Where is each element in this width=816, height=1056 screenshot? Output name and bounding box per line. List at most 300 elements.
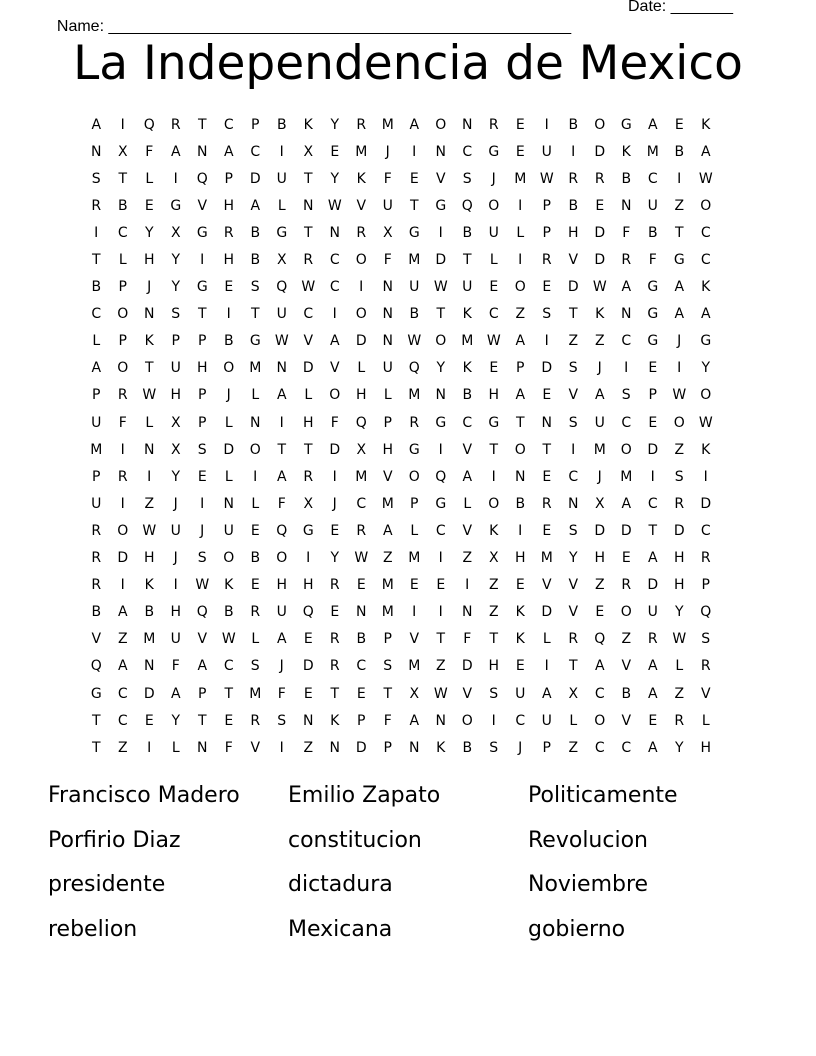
grid-letter: N <box>250 414 261 431</box>
grid-letter: R <box>488 116 499 133</box>
grid-letter: I <box>94 224 99 241</box>
grid-letter: G <box>302 522 314 539</box>
grid-letter: M <box>461 333 474 350</box>
grid-letter: E <box>330 604 340 621</box>
grid-letter: X <box>409 685 420 702</box>
grid-letter: V <box>621 712 632 729</box>
grid-letter: P <box>118 279 127 296</box>
grid-letter: S <box>542 306 552 323</box>
grid-letter: Z <box>117 631 128 648</box>
grid-letter: L <box>542 631 551 648</box>
grid-letter: Y <box>171 252 181 269</box>
word-bank-item: presidente <box>48 872 166 897</box>
grid-letter: J <box>491 170 496 187</box>
grid-letter: K <box>489 522 499 539</box>
grid-letter: R <box>117 468 128 485</box>
grid-letter: T <box>436 306 446 323</box>
grid-letter: Q <box>90 658 102 675</box>
grid-letter: U <box>541 712 552 729</box>
grid-letter: T <box>303 224 313 241</box>
grid-letter: O <box>461 712 473 729</box>
grid-letter: W <box>274 333 289 350</box>
grid-letter: C <box>621 414 632 431</box>
grid-letter: K <box>595 306 605 323</box>
grid-letter: H <box>673 577 685 594</box>
grid-letter: T <box>568 658 578 675</box>
grid-letter: L <box>675 658 684 675</box>
grid-letter: B <box>117 197 128 214</box>
grid-letter: U <box>276 604 287 621</box>
grid-letter: H <box>514 550 526 567</box>
grid-letter: C <box>356 495 367 512</box>
grid-letter: G <box>673 252 685 269</box>
grid-letter: Q <box>196 170 208 187</box>
grid-letter: H <box>302 577 314 594</box>
grid-letter: R <box>91 550 102 567</box>
grid-letter: I <box>571 441 576 458</box>
grid-letter: C <box>303 306 314 323</box>
grid-letter: I <box>544 658 549 675</box>
grid-letter: I <box>438 441 443 458</box>
grid-letter: R <box>356 116 367 133</box>
word-bank-item: gobierno <box>528 916 626 942</box>
grid-letter: G <box>435 414 447 431</box>
grid-letter: I <box>518 522 523 539</box>
grid-letter: T <box>515 414 525 431</box>
grid-letter: D <box>355 333 367 350</box>
grid-letter: F <box>648 252 657 269</box>
grid-letter: L <box>304 387 313 404</box>
grid-letter: E <box>674 116 684 133</box>
grid-letter: G <box>276 224 288 241</box>
grid-letter: C <box>647 170 658 187</box>
grid-letter: F <box>277 685 286 702</box>
grid-letter: Y <box>171 468 181 485</box>
grid-letter: T <box>197 116 207 133</box>
grid-letter: S <box>674 468 684 485</box>
grid-letter: A <box>647 685 658 702</box>
grid-letter: X <box>170 414 181 431</box>
grid-letter: H <box>196 360 208 377</box>
grid-letter: Y <box>568 550 578 567</box>
grid-letter: J <box>200 522 205 539</box>
grid-letter: Q <box>594 631 606 648</box>
grid-letter: U <box>170 631 181 648</box>
grid-letter: R <box>329 577 340 594</box>
grid-letter: C <box>356 658 367 675</box>
grid-letter: E <box>409 170 419 187</box>
grid-letter: U <box>515 685 526 702</box>
grid-letter: J <box>279 658 284 675</box>
grid-letter: R <box>674 712 685 729</box>
grid-letter: F <box>622 224 631 241</box>
grid-letter: I <box>120 441 125 458</box>
grid-letter: Z <box>382 550 393 567</box>
grid-letter: D <box>541 360 553 377</box>
grid-letter: W <box>142 522 157 539</box>
grid-letter: T <box>91 712 101 729</box>
grid-letter: T <box>250 306 260 323</box>
grid-letter: W <box>592 279 607 296</box>
grid-letter: S <box>568 414 578 431</box>
grid-letter: O <box>488 197 500 214</box>
grid-letter: P <box>542 197 551 214</box>
grid-letter: A <box>621 495 632 512</box>
grid-letter: U <box>647 197 658 214</box>
grid-letter: M <box>408 550 421 567</box>
grid-letter: V <box>435 170 446 187</box>
grid-letter: L <box>410 522 419 539</box>
grid-letter: B <box>91 279 102 296</box>
grid-letter: M <box>381 577 394 594</box>
grid-letter: E <box>489 279 499 296</box>
grid-letter: P <box>542 739 551 756</box>
grid-letter: B <box>515 495 526 512</box>
grid-letter: I <box>279 414 284 431</box>
grid-letter: A <box>674 279 685 296</box>
grid-letter: H <box>567 224 579 241</box>
grid-letter: N <box>197 143 208 160</box>
grid-letter: K <box>144 577 154 594</box>
grid-letter: G <box>435 495 447 512</box>
grid-letter: G <box>647 279 659 296</box>
grid-letter: I <box>438 604 443 621</box>
grid-letter: O <box>117 522 129 539</box>
grid-letter: O <box>276 550 288 567</box>
grid-letter: Q <box>700 604 712 621</box>
grid-letter: T <box>648 522 658 539</box>
grid-letter: S <box>568 522 578 539</box>
date-label: Date: _______ <box>628 0 733 15</box>
grid-letter: V <box>250 739 261 756</box>
grid-letter: W <box>301 279 316 296</box>
grid-letter: L <box>224 468 233 485</box>
grid-letter: A <box>329 333 340 350</box>
grid-letter: N <box>621 306 632 323</box>
grid-letter: N <box>435 387 446 404</box>
grid-letter: I <box>279 739 284 756</box>
grid-letter: H <box>170 604 182 621</box>
grid-letter: M <box>646 143 659 160</box>
grid-letter: Y <box>330 550 340 567</box>
grid-letter: D <box>594 252 606 269</box>
grid-letter: K <box>303 116 313 133</box>
grid-letter: V <box>568 604 579 621</box>
grid-letter: E <box>515 116 525 133</box>
grid-letter: B <box>462 224 473 241</box>
grid-letter: F <box>171 658 180 675</box>
grid-letter: F <box>224 739 233 756</box>
grid-letter: V <box>303 333 314 350</box>
grid-letter: F <box>383 252 392 269</box>
grid-letter: P <box>410 495 419 512</box>
grid-letter: M <box>514 170 527 187</box>
grid-letter: B <box>356 631 367 648</box>
grid-letter: R <box>250 604 261 621</box>
grid-letter: E <box>197 468 207 485</box>
grid-letter: R <box>621 252 632 269</box>
grid-letter: X <box>276 252 287 269</box>
grid-letter: B <box>250 252 261 269</box>
grid-letter: M <box>381 116 394 133</box>
grid-letter: W <box>698 170 713 187</box>
grid-letter: T <box>330 685 340 702</box>
grid-letter: Y <box>330 170 340 187</box>
grid-letter: E <box>648 360 658 377</box>
grid-letter: I <box>438 550 443 567</box>
grid-letter: N <box>409 739 420 756</box>
grid-letter: D <box>355 739 367 756</box>
grid-letter: P <box>198 414 207 431</box>
grid-letter: X <box>568 685 579 702</box>
grid-letter: R <box>329 631 340 648</box>
grid-letter: R <box>91 197 102 214</box>
grid-letter: F <box>118 414 127 431</box>
grid-letter: D <box>647 577 659 594</box>
grid-letter: F <box>383 712 392 729</box>
grid-letter: C <box>223 658 234 675</box>
grid-letter: T <box>542 441 552 458</box>
grid-letter: R <box>700 550 711 567</box>
grid-letter: D <box>302 360 314 377</box>
grid-letter: E <box>648 712 658 729</box>
grid-letter: A <box>91 116 102 133</box>
grid-letter: J <box>385 143 390 160</box>
grid-letter: U <box>488 224 499 241</box>
grid-letter: L <box>118 252 127 269</box>
grid-letter: J <box>597 360 602 377</box>
grid-letter: B <box>621 685 632 702</box>
grid-letter: I <box>412 604 417 621</box>
grid-letter: E <box>224 712 234 729</box>
grid-letter: R <box>700 658 711 675</box>
grid-letter: R <box>117 387 128 404</box>
grid-letter: U <box>462 279 473 296</box>
grid-letter: U <box>594 414 605 431</box>
grid-letter: H <box>488 387 500 404</box>
grid-letter: R <box>568 631 579 648</box>
grid-letter: W <box>142 387 157 404</box>
grid-letter: H <box>488 658 500 675</box>
grid-letter: E <box>356 685 366 702</box>
grid-letter: R <box>91 522 102 539</box>
grid-letter: B <box>91 604 102 621</box>
grid-letter: J <box>597 468 602 485</box>
grid-letter: N <box>356 604 367 621</box>
grid-letter: N <box>541 414 552 431</box>
grid-letter: L <box>171 739 180 756</box>
grid-letter: A <box>409 116 420 133</box>
grid-letter: O <box>594 116 606 133</box>
grid-letter: N <box>435 712 446 729</box>
grid-letter: V <box>197 197 208 214</box>
grid-letter: H <box>355 387 367 404</box>
grid-letter: O <box>117 360 129 377</box>
grid-letter: N <box>621 197 632 214</box>
grid-letter: M <box>249 360 262 377</box>
grid-letter: S <box>91 170 101 187</box>
grid-letter: I <box>544 116 549 133</box>
grid-letter: G <box>90 685 102 702</box>
grid-letter: Q <box>408 360 420 377</box>
grid-letter: T <box>224 685 234 702</box>
grid-letter: X <box>382 224 393 241</box>
grid-letter: M <box>90 441 103 458</box>
grid-letter: U <box>170 360 181 377</box>
grid-letter: A <box>276 631 287 648</box>
grid-letter: H <box>223 197 235 214</box>
grid-letter: C <box>621 739 632 756</box>
grid-letter: J <box>173 495 178 512</box>
grid-letter: I <box>465 577 470 594</box>
grid-letter: G <box>647 306 659 323</box>
grid-letter: M <box>381 495 394 512</box>
grid-letter: B <box>621 170 632 187</box>
grid-letter: F <box>277 495 286 512</box>
grid-letter: E <box>621 550 631 567</box>
grid-letter: L <box>516 224 525 241</box>
grid-letter: O <box>488 495 500 512</box>
grid-letter: A <box>409 712 420 729</box>
grid-letter: S <box>171 306 181 323</box>
grid-letter: I <box>544 333 549 350</box>
grid-letter: Y <box>144 224 154 241</box>
grid-letter: B <box>250 550 261 567</box>
grid-letter: U <box>276 306 287 323</box>
grid-letter: S <box>250 279 260 296</box>
grid-letter: B <box>462 387 473 404</box>
grid-letter: B <box>250 224 261 241</box>
grid-letter: P <box>198 387 207 404</box>
grid-letter: T <box>197 306 207 323</box>
grid-letter: A <box>594 658 605 675</box>
grid-letter: A <box>647 658 658 675</box>
grid-letter: D <box>700 495 712 512</box>
grid-letter: R <box>250 712 261 729</box>
grid-letter: I <box>200 252 205 269</box>
grid-letter: S <box>383 658 393 675</box>
grid-letter: N <box>329 224 340 241</box>
grid-letter: Y <box>674 604 684 621</box>
grid-letter: X <box>594 495 605 512</box>
grid-letter: Y <box>701 360 711 377</box>
grid-letter: E <box>489 360 499 377</box>
grid-letter: N <box>303 712 314 729</box>
grid-letter: C <box>462 143 473 160</box>
grid-letter: O <box>223 360 235 377</box>
grid-letter: O <box>514 279 526 296</box>
grid-letter: A <box>515 387 526 404</box>
grid-letter: V <box>621 658 632 675</box>
grid-letter: Y <box>330 116 340 133</box>
grid-letter: T <box>462 252 472 269</box>
grid-letter: K <box>701 116 711 133</box>
grid-letter: D <box>567 279 579 296</box>
grid-letter: E <box>515 577 525 594</box>
grid-letter: A <box>647 550 658 567</box>
grid-letter: S <box>197 550 207 567</box>
grid-letter: T <box>383 685 393 702</box>
grid-letter: W <box>433 685 448 702</box>
grid-letter: C <box>250 143 261 160</box>
grid-letter: Q <box>435 468 447 485</box>
grid-letter: L <box>251 631 260 648</box>
grid-letter: K <box>515 604 525 621</box>
grid-letter: R <box>594 170 605 187</box>
grid-letter: X <box>488 550 499 567</box>
grid-letter: H <box>276 577 288 594</box>
grid-letter: F <box>383 170 392 187</box>
grid-letter: W <box>672 387 687 404</box>
grid-letter: B <box>276 116 287 133</box>
grid-letter: O <box>514 441 526 458</box>
grid-letter: D <box>673 522 685 539</box>
grid-letter: T <box>197 712 207 729</box>
grid-letter: Y <box>171 712 181 729</box>
grid-letter: Q <box>355 414 367 431</box>
grid-letter: E <box>542 279 552 296</box>
grid-letter: A <box>117 658 128 675</box>
word-bank-item: Politicamente <box>528 783 678 808</box>
grid-letter: O <box>700 197 712 214</box>
grid-letter: B <box>409 306 420 323</box>
grid-letter: Q <box>143 116 155 133</box>
grid-letter: D <box>594 522 606 539</box>
grid-letter: M <box>540 550 553 567</box>
grid-letter: O <box>329 387 341 404</box>
grid-letter: K <box>701 279 711 296</box>
grid-letter: V <box>541 577 552 594</box>
grid-letter: H <box>143 252 155 269</box>
grid-letter: V <box>462 522 473 539</box>
grid-letter: G <box>488 143 500 160</box>
grid-letter: G <box>408 441 420 458</box>
grid-letter: I <box>173 170 178 187</box>
grid-letter: B <box>568 197 579 214</box>
grid-letter: B <box>462 739 473 756</box>
grid-letter: E <box>515 658 525 675</box>
grid-letter: N <box>144 441 155 458</box>
grid-letter: O <box>249 441 261 458</box>
grid-letter: R <box>674 495 685 512</box>
grid-letter: L <box>145 170 154 187</box>
grid-letter: K <box>462 306 472 323</box>
grid-letter: R <box>647 631 658 648</box>
grid-letter: L <box>569 712 578 729</box>
grid-letter: W <box>407 333 422 350</box>
grid-letter: C <box>329 252 340 269</box>
grid-letter: C <box>621 333 632 350</box>
grid-letter: Z <box>515 306 526 323</box>
grid-letter: O <box>673 414 685 431</box>
grid-letter: D <box>461 658 473 675</box>
grid-letter: R <box>91 577 102 594</box>
grid-letter: W <box>486 333 501 350</box>
grid-letter: S <box>489 739 499 756</box>
grid-letter: D <box>117 550 129 567</box>
grid-letter: E <box>303 631 313 648</box>
grid-letter: R <box>541 495 552 512</box>
grid-letter: P <box>383 631 392 648</box>
grid-letter: D <box>249 170 261 187</box>
grid-letter: K <box>515 631 525 648</box>
grid-letter: X <box>303 495 314 512</box>
grid-letter: U <box>223 522 234 539</box>
grid-letter: A <box>594 387 605 404</box>
grid-letter: N <box>303 197 314 214</box>
grid-letter: N <box>382 306 393 323</box>
grid-letter: J <box>226 387 231 404</box>
